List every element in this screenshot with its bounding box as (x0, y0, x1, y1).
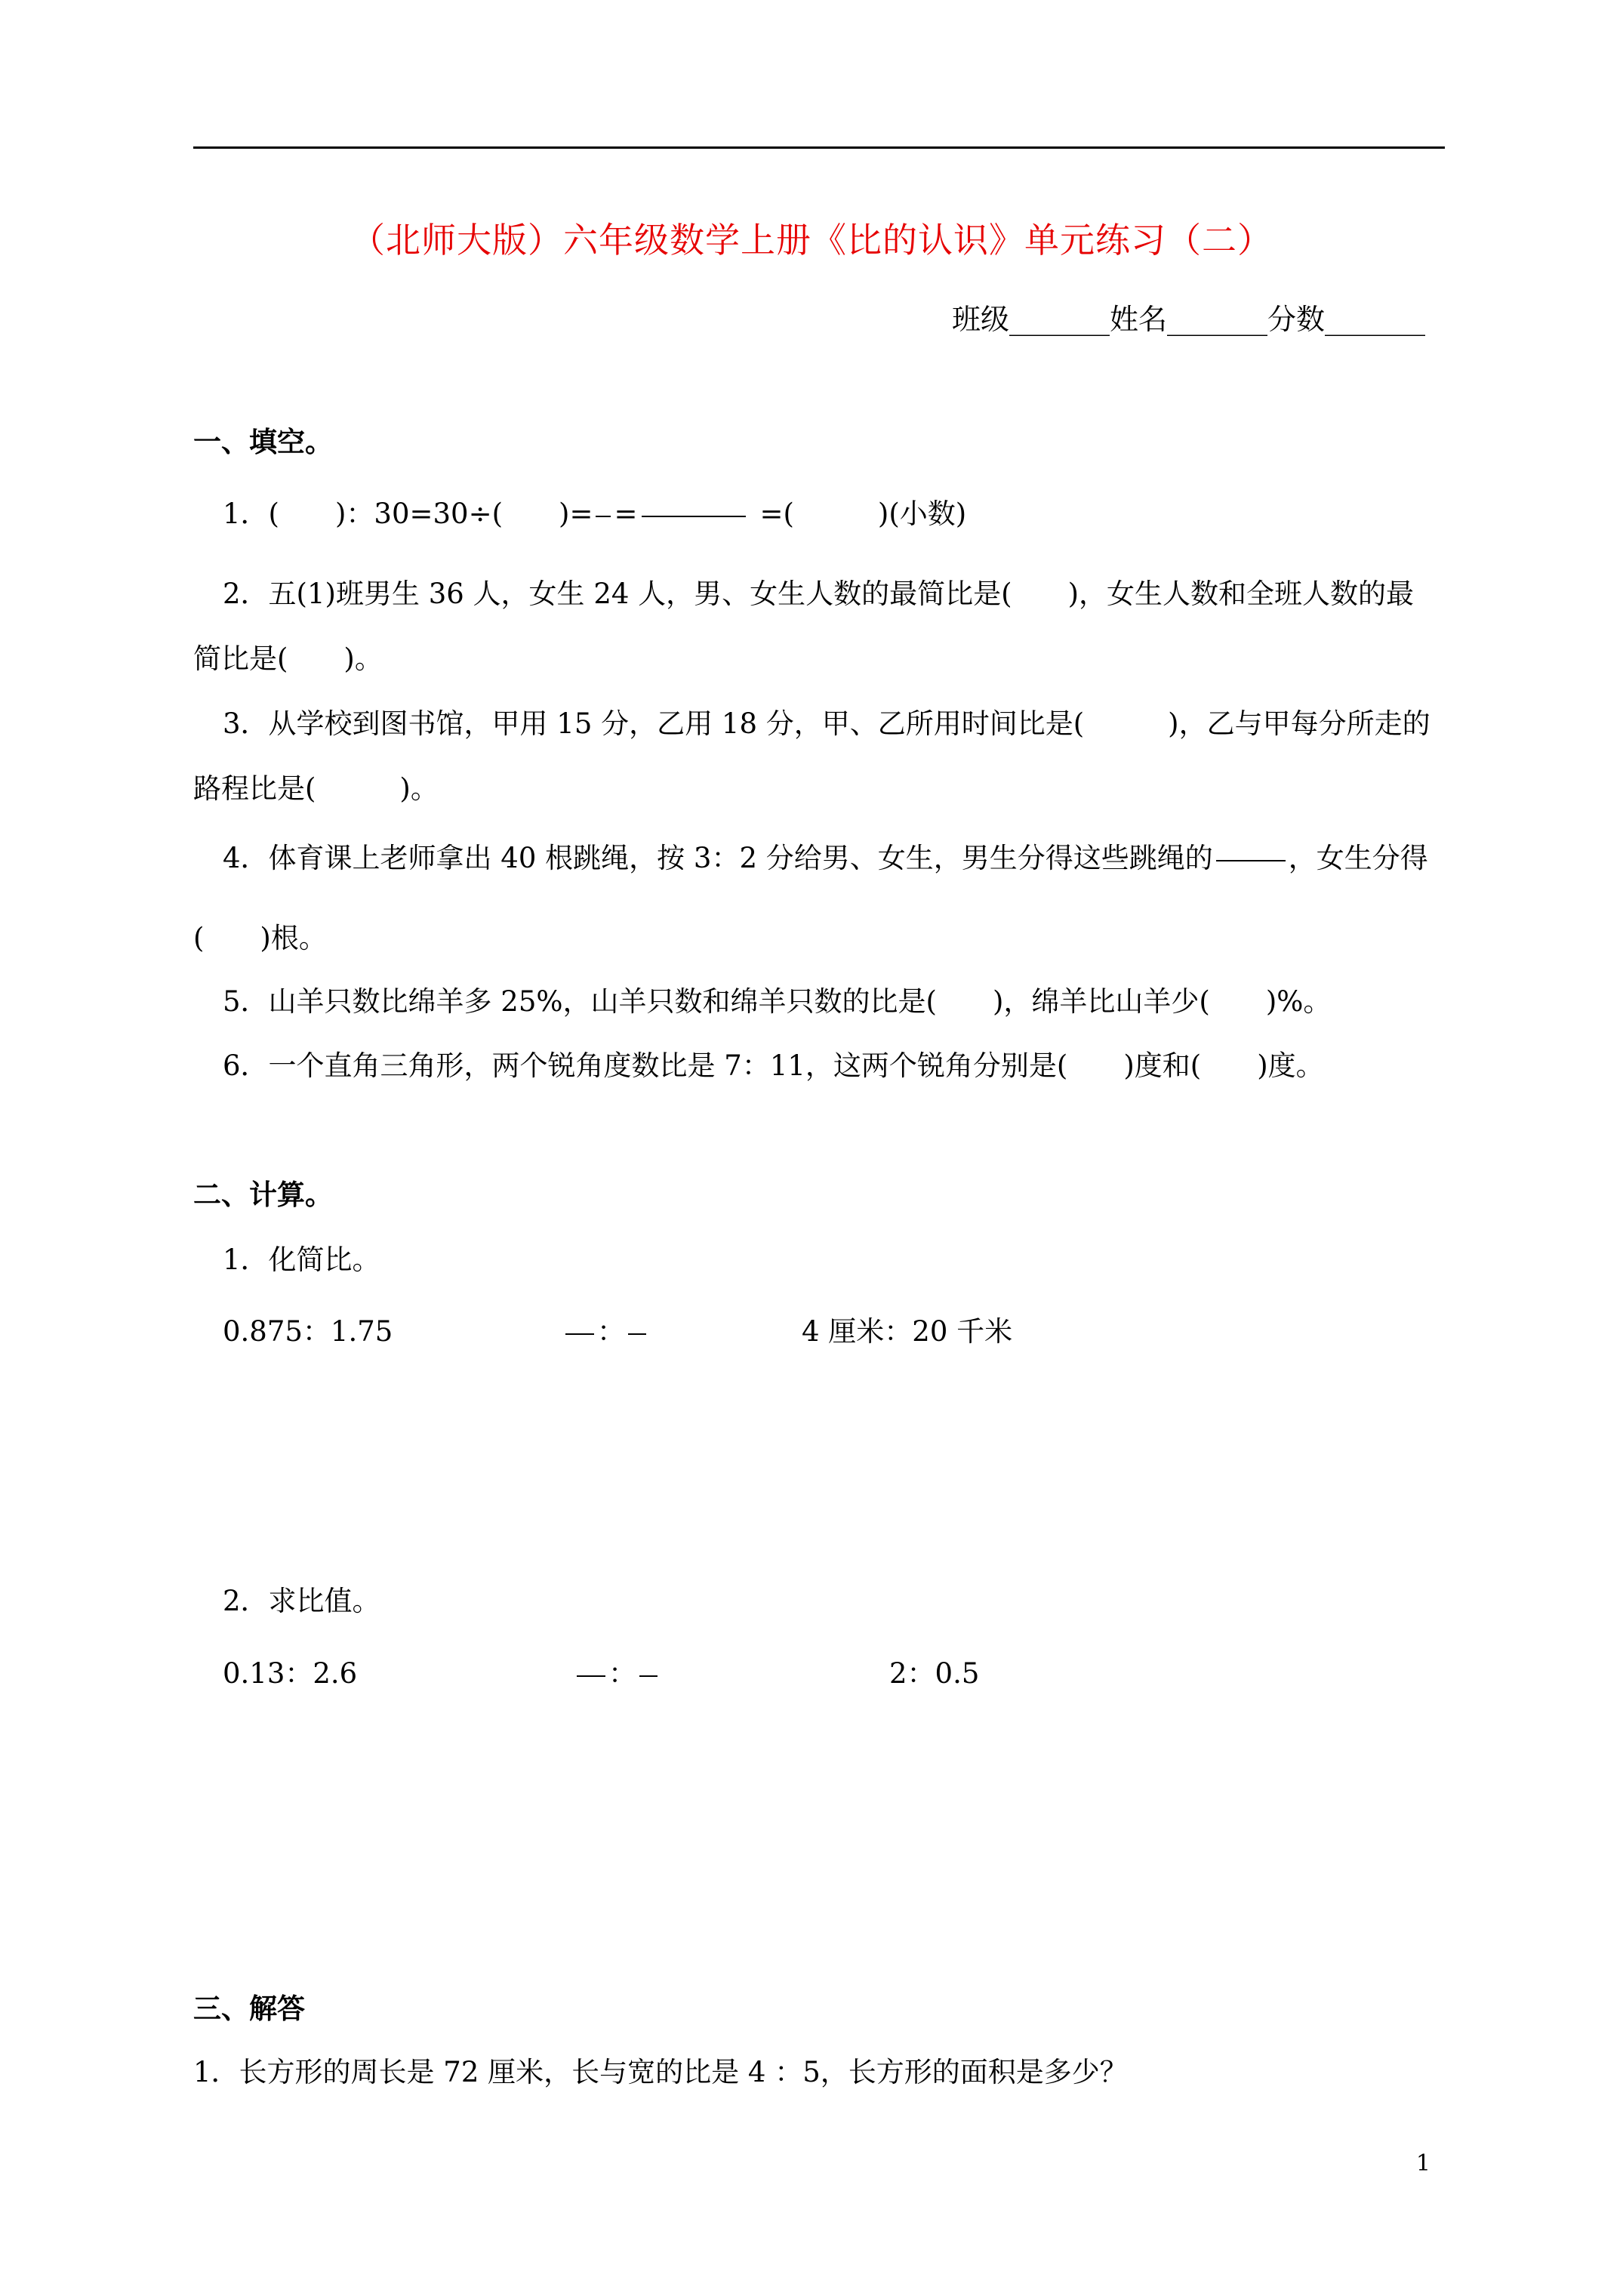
section2-heading: 二、计算。 (193, 1179, 333, 1211)
solve-q1: 1．长方形的周长是 72 厘米，长与宽的比是 4 ：5，长方形的面积是多少？ (193, 2056, 1128, 2088)
q4-part-a: 4．体育课上老师拿出 40 根跳绳，按 3：2 分给男、女生，男生分得这些跳绳的 (223, 842, 1213, 874)
q4-line1 (223, 844, 1428, 872)
q2-line1: 2．五(1)班男生 36 人，女生 24 人，男、女生人数的最简比是( )，女生人数和全班人数的最 (223, 578, 1415, 610)
simplify-expr2-right-fraction (628, 1333, 646, 1335)
q4-line2: ( )根。 (193, 922, 327, 954)
q1-part-c: =( )(小数) (759, 498, 967, 530)
header-rule (193, 146, 1445, 149)
simplify-expr-2 (562, 1315, 649, 1348)
section3-heading: 三、解答 (193, 1992, 305, 2025)
q4-fraction-blank (1216, 860, 1286, 861)
q5-line: 5．山羊只数比绵羊多 25%，山羊只数和绵羊只数的比是( )，绵羊比山羊少( )%。 (223, 985, 1332, 1018)
simplify-expr-3: 4 厘米：20 千米 (802, 1315, 1013, 1348)
ratio-expr-3: 2：0.5 (889, 1657, 980, 1690)
student-info-line: 班级_______姓名_______分数_______ (951, 303, 1425, 336)
section1-heading: 一、填空。 (193, 426, 333, 458)
calc-simplify-title: 1．化简比。 (223, 1244, 380, 1276)
q1-part-b: = (614, 498, 638, 530)
q2-line2: 简比是( )。 (193, 643, 383, 675)
q1-line (223, 500, 966, 528)
q1-long-blank (642, 516, 746, 517)
q1-part-a: 1．( )：30=30÷( )= (223, 498, 593, 530)
ratio-expr-2 (574, 1657, 661, 1690)
ratio-expr-1: 0.13：2.6 (223, 1657, 358, 1690)
calc-ratio-title: 2．求比值。 (223, 1585, 380, 1617)
simplify-expr2-left-fraction (565, 1333, 594, 1335)
page-number: 1 (1415, 2150, 1431, 2177)
ratio-expr2-colon: ： (608, 1657, 636, 1690)
q3-line1: 3．从学校到图书馆，甲用 15 分，乙用 18 分，甲、乙所用时间比是( )，乙与甲每分所走的 (223, 707, 1431, 740)
simplify-expr-1: 0.875：1.75 (223, 1315, 393, 1348)
ratio-expr2-left-fraction (577, 1675, 605, 1677)
q3-line2: 路程比是( )。 (193, 772, 439, 805)
ratio-expr2-right-fraction (639, 1675, 658, 1677)
simplify-expr2-colon: ： (597, 1315, 625, 1348)
q1-short-blank (596, 516, 611, 517)
q6-line: 6．一个直角三角形，两个锐角度数比是 7：11，这两个锐角分别是( )度和( )度。 (223, 1049, 1324, 1082)
page-title: （北师大版）六年级数学上册《比的认识》单元练习（二） (350, 220, 1273, 260)
q4-part-b: ，女生分得 (1288, 842, 1428, 874)
